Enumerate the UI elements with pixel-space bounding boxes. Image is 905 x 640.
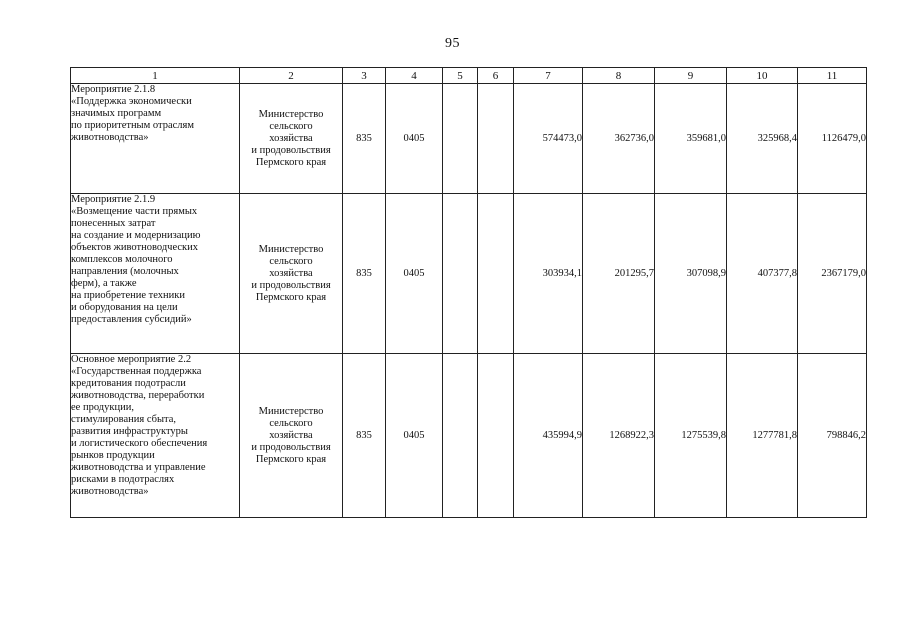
organization-line: Пермского края xyxy=(255,156,327,168)
organization-line: и продовольствия xyxy=(251,144,331,156)
description-line: комплексов молочного xyxy=(71,254,173,265)
value-cell-col10: 407377,8 xyxy=(727,194,798,354)
activity-description-cell xyxy=(71,194,240,354)
description-line: «Государственная поддержка xyxy=(71,366,202,377)
value-cell-col9: 307098,9 xyxy=(655,194,727,354)
description-line: животноводства, переработки xyxy=(71,390,205,401)
description-line: и оборудования на цели xyxy=(71,302,178,313)
table-row xyxy=(71,194,867,354)
header-row xyxy=(71,68,867,84)
page-number: 95 xyxy=(445,36,460,51)
code-cell-col3: 835 xyxy=(343,84,386,194)
description-line: «Поддержка экономически xyxy=(71,96,192,107)
header-col-11: 11 xyxy=(798,68,867,84)
organization-line: Министерство xyxy=(258,243,324,255)
description-line: Мероприятие 2.1.8 xyxy=(71,84,156,95)
header-col-2: 2 xyxy=(240,68,343,84)
organization-cell xyxy=(240,194,343,354)
value-cell-col11: 2367179,0 xyxy=(798,194,867,354)
description-line: «Возмещение части прямых xyxy=(71,206,198,217)
empty-cell-col6 xyxy=(478,194,514,354)
empty-cell-col6 xyxy=(478,354,514,518)
organization-cell xyxy=(240,84,343,194)
value-cell-col9: 1275539,8 xyxy=(655,354,727,518)
organization-line: Пермского края xyxy=(255,453,327,465)
table-header xyxy=(71,68,867,84)
header-col-4: 4 xyxy=(386,68,443,84)
description-line: и логистического обеспечения xyxy=(71,438,208,449)
header-col-8: 8 xyxy=(583,68,655,84)
description-line: рисками в подотраслях xyxy=(71,474,175,485)
value-cell-col11: 798846,2 xyxy=(798,354,867,518)
value-cell-col9: 359681,0 xyxy=(655,84,727,194)
budget-table xyxy=(70,67,867,518)
value-cell-col11: 1126479,0 xyxy=(798,84,867,194)
value-cell-col10: 1277781,8 xyxy=(727,354,798,518)
value-cell-col8: 362736,0 xyxy=(583,84,655,194)
description-line: предоставления субсидий» xyxy=(71,314,192,325)
code-cell-col4: 0405 xyxy=(386,354,443,518)
organization-line: хозяйства xyxy=(269,267,313,279)
header-col-1: 1 xyxy=(71,68,240,84)
description-line: понесенных затрат xyxy=(71,218,156,229)
value-cell-col7: 303934,1 xyxy=(514,194,583,354)
value-cell-col8: 201295,7 xyxy=(583,194,655,354)
empty-cell-col5 xyxy=(443,194,478,354)
header-col-9: 9 xyxy=(655,68,727,84)
table-row xyxy=(71,84,867,194)
code-cell-col3: 835 xyxy=(343,194,386,354)
description-line: ферм), а также xyxy=(71,278,137,289)
description-line: по приоритетным отраслям xyxy=(71,120,194,131)
organization-line: сельского xyxy=(269,120,313,132)
description-line: значимых программ xyxy=(71,108,162,119)
description-line: Мероприятие 2.1.9 xyxy=(71,194,156,205)
organization-line: и продовольствия xyxy=(251,279,331,291)
empty-cell-col5 xyxy=(443,354,478,518)
header-col-3: 3 xyxy=(343,68,386,84)
header-col-5: 5 xyxy=(443,68,478,84)
code-cell-col4: 0405 xyxy=(386,84,443,194)
description-line: животноводства» xyxy=(71,486,149,497)
code-cell-col4: 0405 xyxy=(386,194,443,354)
organization-line: и продовольствия xyxy=(251,441,331,453)
organization-line: хозяйства xyxy=(269,132,313,144)
description-line: кредитования подотрасли xyxy=(71,378,186,389)
organization-line: хозяйства xyxy=(269,429,313,441)
table-row xyxy=(71,354,867,518)
organization-line: Пермского края xyxy=(255,291,327,303)
empty-cell-col5 xyxy=(443,84,478,194)
description-line: на создание и модернизацию xyxy=(71,230,201,241)
value-cell-col7: 435994,9 xyxy=(514,354,583,518)
activity-description-cell xyxy=(71,84,240,194)
description-line: развития инфраструктуры xyxy=(71,426,188,437)
organization-line: Министерство xyxy=(258,405,324,417)
header-col-7: 7 xyxy=(514,68,583,84)
description-line: животноводства и управление xyxy=(71,462,206,473)
value-cell-col8: 1268922,3 xyxy=(583,354,655,518)
description-line: Основное мероприятие 2.2 xyxy=(71,354,192,365)
description-line: стимулирования сбыта, xyxy=(71,414,177,425)
description-line: на приобретение техники xyxy=(71,290,185,301)
value-cell-col10: 325968,4 xyxy=(727,84,798,194)
description-line: ее продукции, xyxy=(71,402,134,413)
header-col-10: 10 xyxy=(727,68,798,84)
header-col-6: 6 xyxy=(478,68,514,84)
description-line: животноводства» xyxy=(71,132,149,143)
organization-cell xyxy=(240,354,343,518)
description-line: объектов животноводческих xyxy=(71,242,199,253)
organization-line: сельского xyxy=(269,417,313,429)
description-line: направления (молочных xyxy=(71,266,179,277)
organization-line: сельского xyxy=(269,255,313,267)
description-line: рынков продукции xyxy=(71,450,155,461)
empty-cell-col6 xyxy=(478,84,514,194)
code-cell-col3: 835 xyxy=(343,354,386,518)
value-cell-col7: 574473,0 xyxy=(514,84,583,194)
table-body xyxy=(71,84,867,518)
organization-line: Министерство xyxy=(258,108,324,120)
activity-description-cell xyxy=(71,354,240,518)
